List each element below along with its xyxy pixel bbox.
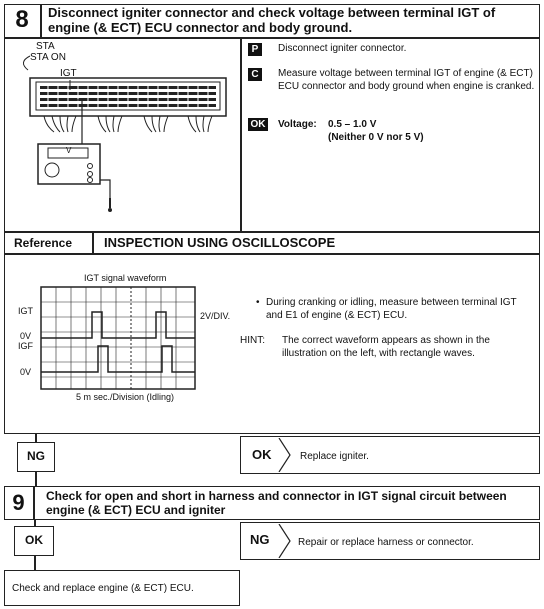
- step9-ok-flow-line: [34, 520, 36, 526]
- step8-number: 8: [15, 6, 29, 33]
- step9-ok-label: OK: [25, 533, 43, 547]
- probe-lead-ground: [100, 180, 110, 198]
- ok-result-action: Replace igniter.: [300, 451, 369, 462]
- tag-ok: OK: [248, 118, 268, 131]
- sta-label: STA: [36, 41, 55, 52]
- step9-ng-chevron: [278, 524, 292, 558]
- sta-on-label: STA ON: [30, 52, 66, 63]
- step8-number-divider: [40, 4, 42, 38]
- instruction-p-text: Disconnect igniter connector.: [278, 43, 407, 54]
- wire-bundles: [44, 116, 212, 132]
- final-action-text: Check and replace engine (& ECT) ECU.: [12, 583, 194, 594]
- tag-p: P: [248, 43, 262, 56]
- tag-c: C: [248, 68, 262, 81]
- hint-label: HINT:: [240, 335, 265, 346]
- ok-chevron: [278, 438, 292, 472]
- waveform-label-igt: IGT: [18, 306, 33, 316]
- voltmeter-label: V: [66, 146, 72, 155]
- hint-text: The correct waveform appears as shown in the illustration on the left, with rectangle waves.: [282, 335, 490, 359]
- step9-number-divider: [33, 486, 35, 520]
- ng-flow-line: [35, 434, 37, 442]
- step8-body-divider: [240, 38, 242, 232]
- voltage-label: Voltage:: [278, 119, 317, 130]
- voltage-value: 0.5 – 1.0 V: [328, 119, 377, 130]
- instruction-ok: [248, 118, 536, 144]
- bullet-dot: •: [256, 297, 260, 308]
- ng-result-label: NG: [27, 449, 45, 463]
- reference-header-divider: [92, 232, 94, 254]
- reference-bullet-text: During cranking or idling, measure between terminal IGT and E1 of engine (& ECT) ECU.: [266, 297, 517, 321]
- step9-title: Check for open and short in harness and connector in IGT signal circuit between engine (& ECT) ECU and igniter: [46, 489, 507, 517]
- waveform-title: IGT signal waveform: [84, 273, 167, 283]
- step9-number: 9: [12, 490, 25, 515]
- waveform-label-0v-2: 0V: [20, 367, 32, 377]
- step9-ok-flow-line-down: [34, 556, 36, 570]
- waveform-scale: 2V/DIV.: [200, 311, 231, 321]
- waveform-label-igf: IGF: [18, 341, 33, 351]
- voltage-note: (Neither 0 V nor 5 V): [328, 132, 424, 143]
- body-ground-symbol: [108, 208, 112, 212]
- instruction-c-text: Measure voltage between terminal IGT of engine (& ECT) ECU connector and body ground when engine is cranked.: [278, 68, 535, 92]
- waveform-label-0v-1: 0V: [20, 331, 32, 341]
- step8-title: Disconnect igniter connector and check voltage between terminal IGT of engine (& ECT) ECU connector and body ground.: [48, 5, 496, 35]
- ok-result-label: OK: [252, 447, 272, 462]
- reference-label: Reference: [14, 236, 73, 250]
- igt-pin-label: IGT: [60, 68, 77, 79]
- reference-title: INSPECTION USING OSCILLOSCOPE: [104, 235, 336, 250]
- waveform-caption: 5 m sec./Division (Idling): [76, 392, 175, 402]
- oscilloscope-waveform: [40, 286, 196, 390]
- step9-ng-label: NG: [250, 532, 270, 547]
- step9-ng-action: Repair or replace harness or connector.: [298, 537, 474, 548]
- ng-flow-line-down: [35, 472, 37, 486]
- ecu-connector-diagram: [8, 40, 236, 228]
